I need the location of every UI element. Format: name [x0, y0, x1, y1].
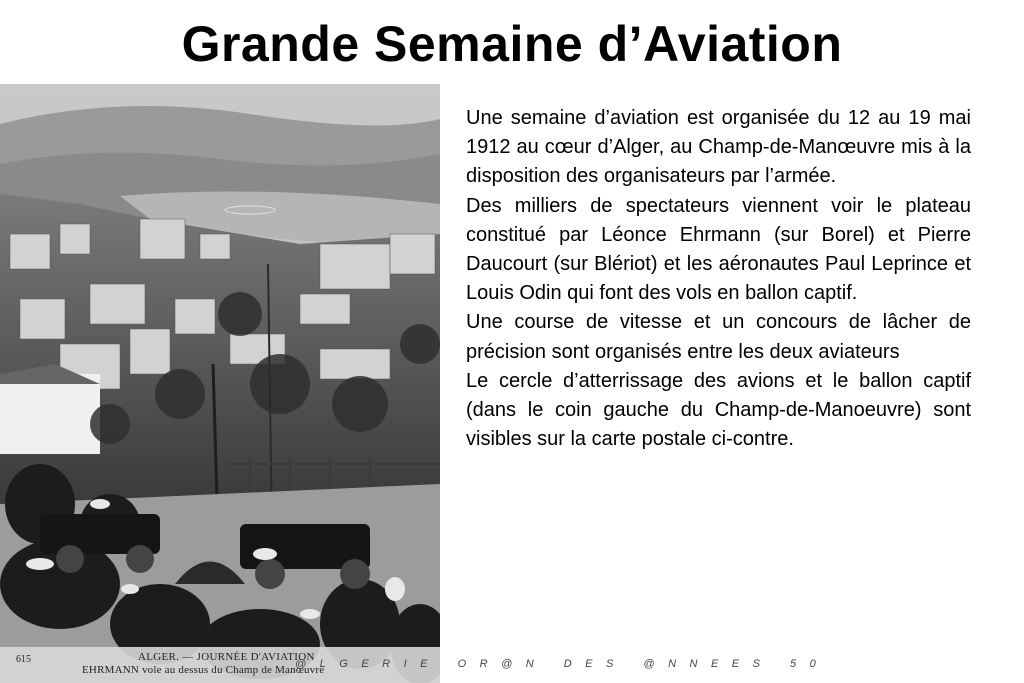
paragraph: Des milliers de spectateurs viennent voir le plateau constitué par Léonce Ehrmann (sur Borel) et Pierre Daucourt (sur Blériot) et les aéronautes Paul Leprince et Louis Odin qui font des vols en ballon captif.: [466, 194, 971, 305]
postcard-caption-line2: EHRMANN vole au dessus du Champ de Manœuvre: [82, 664, 325, 676]
paragraph: Le cercle d’atterrissage des avions et le ballon captif (dans le coin gauche du Champ-de-Manoeuvre) sont visibles sur la carte postale ci-contre.: [466, 369, 971, 451]
paragraph: Une course de vitesse et un concours de lâcher de précision sont organisés entre les deux aviateurs: [466, 311, 971, 363]
watermark: @LGERIE OR@N DES @NNEES 50: [295, 658, 830, 670]
description-text: [466, 104, 971, 454]
postcard-number: 615: [16, 654, 31, 665]
postcard-photo: [0, 84, 440, 683]
paragraph: Une semaine d’aviation est organisée du 12 au 19 mai 1912 au cœur d’Alger, au Champ-de-Manœuvre mis à la disposition des organisateurs par l’armée.: [466, 107, 971, 188]
page-title: Grande Semaine d’Aviation: [181, 16, 843, 72]
postcard-image: [0, 84, 440, 683]
postcard-caption-line1: ALGER. — JOURNÉE D'AVIATION: [138, 651, 315, 663]
